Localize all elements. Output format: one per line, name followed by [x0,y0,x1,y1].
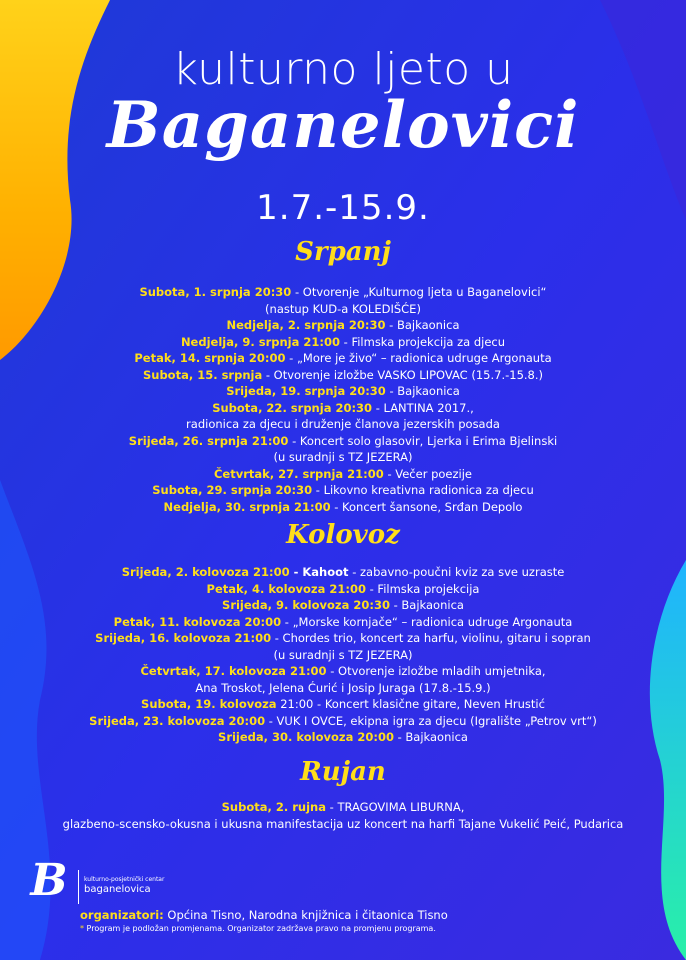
event-text: - TRAGOVIMA LIBURNA, [326,800,465,814]
event-line [0,564,686,581]
event-date: Srijeda, 23. kolovoza 20:00 [89,713,266,728]
event-text: - „More je živo“ – radionica udruge Argonauta [285,351,552,365]
event-date: Petak, 14. srpnja 20:00 [134,351,286,365]
event-text: - Filmska projekcija [365,581,480,596]
event-text: - Filmska projekcija za djecu [339,334,506,349]
event-text: - Bajkaonica [393,730,468,744]
month-heading-rujan: Rujan [300,757,386,787]
event-text: - „Morske kornjače“ – radionica udruge Argonauta [281,614,573,629]
event-line [0,663,686,680]
event-date: Srijeda, 19. srpnja 20:30 [226,384,386,398]
event-line [0,433,686,450]
event-date: Srijeda, 9. kolovoza 20:30 [222,598,390,612]
event-date: Subota, 22. srpnja 20:30 [212,400,373,415]
event-date: Nedjelja, 30. srpnja 21:00 [163,499,331,514]
event-date: Petak, 11. kolovoza 20:00 [113,614,282,629]
event-line [0,350,686,367]
event-line [0,597,686,614]
logo-letter: B [30,855,68,906]
event-date: Nedjelja, 9. srpnja 21:00 [180,334,340,349]
event-line [0,334,686,351]
event-line [0,284,686,301]
event-line [0,383,686,400]
event-text: - Otvorenje „Kulturnog ljeta u Baganelovici“ [291,285,547,299]
event-line [0,499,686,516]
logo-name: baganelovica [84,884,151,895]
events-list-kolovoz [0,564,686,746]
event-text: radionica za djecu i druženje članova jezerskih posada [186,417,500,431]
event-line [0,466,686,483]
disclaimer-star: * [80,924,84,933]
event-text: - Otvorenje izložbe mladih umjetnika, [326,664,546,678]
event-line [0,647,686,664]
title-line-1: kulturno ljeto u [172,44,514,95]
event-text: Ana Troskot, Jelena Ćurić i Josip Juraga (17.8.-15.9.) [195,680,491,695]
month-heading-kolovoz: Kolovoz [286,520,400,550]
event-line [0,680,686,697]
event-date: Srijeda, 2. kolovoza 21:00 [121,565,290,579]
disclaimer [80,924,436,933]
event-text: - LANTINA 2017., [372,400,474,415]
event-highlight: - Kahoot [289,565,349,579]
event-line [0,367,686,384]
event-text: - Bajkaonica [385,318,460,332]
event-date: Subota, 29. srpnja 20:30 [152,483,313,497]
events-list-srpanj [0,284,686,515]
event-text: - zabavno-poučni kviz za sve uzraste [348,565,565,579]
logo-subtitle: kulturno-posjetnički centar [84,876,165,883]
event-line [0,696,686,713]
event-line [0,301,686,318]
event-text: 21:00 - Koncert klasične gitare, Neven Hrustić [276,697,545,711]
event-line [0,416,686,433]
event-line [0,816,686,833]
event-date: Nedjelja, 2. srpnja 20:30 [226,318,386,332]
event-text: - Likovno kreativna radionica za djecu [312,483,534,497]
event-date: Srijeda, 26. srpnja 21:00 [128,433,289,448]
event-date: Subota, 1. srpnja 20:30 [139,285,292,299]
event-line [0,400,686,417]
event-line [0,449,686,466]
events-list-rujan [0,799,686,832]
event-text: - Koncert šansone, Srđan Depolo [330,499,523,514]
event-line [0,581,686,598]
title-line-2: Baganelovici [106,88,580,163]
event-date: Petak, 4. kolovoza 21:00 [206,581,366,596]
event-date: Srijeda, 30. kolovoza 20:00 [218,730,394,744]
season-dates: 1.7.-15.9. [256,188,430,228]
event-text: - Koncert solo glasovir, Ljerka i Erima Bjelinski [288,433,558,448]
organizers [80,908,448,922]
event-line [0,630,686,647]
event-text: - Chordes trio, koncert za harfu, violinu, gitaru i sopran [271,631,591,645]
event-date: Subota, 19. kolovoza [141,697,277,711]
event-line [0,713,686,730]
month-heading-srpanj: Srpanj [295,237,391,267]
organizers-label: organizatori: [80,908,164,922]
event-text: (u suradnji s TZ JEZERA) [273,450,413,464]
event-line [0,317,686,334]
event-date: Subota, 2. rujna [221,800,326,814]
event-line [0,614,686,631]
event-text: (u suradnji s TZ JEZERA) [273,647,413,662]
event-text: - VUK I OVCE, ekipna igra za djecu (Igralište „Petrov vrt“) [265,713,597,728]
organizers-text: Općina Tisno, Narodna knjižnica i čitaonica Tisno [163,908,448,922]
event-line [0,729,686,746]
event-line [0,482,686,499]
disclaimer-text: Program je podložan promjenama. Organizator zadržava pravo na promjenu programa. [84,924,436,933]
event-text: - Bajkaonica [389,598,464,612]
event-text: - Otvorenje izložbe VASKO LIPOVAC (15.7.-15.8.) [262,367,544,382]
event-text: glazbeno-scensko-okusna i ukusna manifestacija uz koncert na harfi Tajane Vukelić Peić, Pudarica [62,816,624,831]
event-date: Srijeda, 16. kolovoza 21:00 [95,631,272,645]
event-line [0,799,686,816]
logo-divider [78,870,79,904]
event-date: Četvrtak, 27. srpnja 21:00 [213,466,384,481]
event-text: - Bajkaonica [385,384,460,398]
event-date: Subota, 15. srpnja [142,367,263,382]
event-date: Četvrtak, 17. kolovoza 21:00 [140,664,327,678]
event-text: (nastup KUD-a KOLEDIŠĆE) [265,301,421,316]
event-text: - Večer poezije [383,466,473,481]
